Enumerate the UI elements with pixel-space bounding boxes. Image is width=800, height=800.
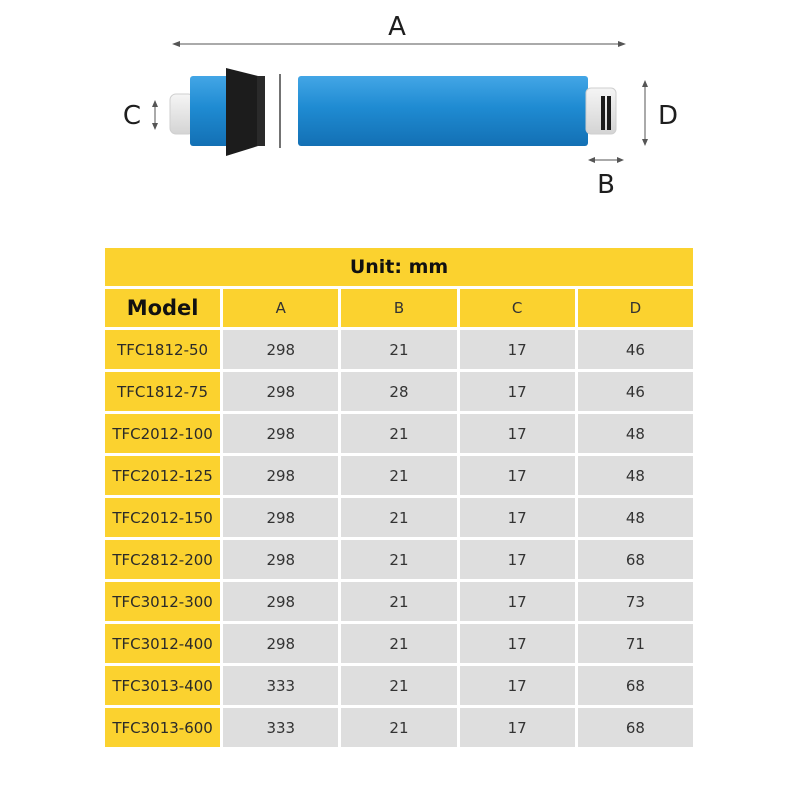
brine-seal [226, 68, 258, 156]
value-cell: 17 [460, 666, 575, 705]
table-row [105, 330, 693, 369]
value-cell: 68 [578, 540, 693, 579]
value-cell: 17 [460, 708, 575, 747]
value-cell: 46 [578, 330, 693, 369]
column-header-d: D [578, 289, 693, 327]
dimension-b-label: B [597, 170, 615, 200]
dimension-a-label: A [388, 12, 406, 42]
dimension-spec-table [102, 245, 696, 750]
value-cell: 71 [578, 624, 693, 663]
value-cell: 17 [460, 582, 575, 621]
table-row [105, 582, 693, 621]
membrane-main-body [298, 76, 588, 146]
table-row [105, 414, 693, 453]
value-cell: 298 [223, 498, 338, 537]
value-cell: 298 [223, 372, 338, 411]
value-cell: 298 [223, 330, 338, 369]
table-row [105, 624, 693, 663]
column-header-b: B [341, 289, 456, 327]
value-cell: 73 [578, 582, 693, 621]
value-cell: 298 [223, 414, 338, 453]
value-cell: 17 [460, 372, 575, 411]
model-cell: TFC2012-100 [105, 414, 220, 453]
dimension-d-label: D [657, 101, 679, 131]
value-cell: 21 [341, 414, 456, 453]
value-cell: 21 [341, 498, 456, 537]
value-cell: 48 [578, 456, 693, 495]
value-cell: 21 [341, 666, 456, 705]
table-title: Unit: mm [105, 248, 693, 286]
value-cell: 46 [578, 372, 693, 411]
dimension-d-arrow [642, 80, 648, 146]
model-cell: TFC2812-200 [105, 540, 220, 579]
value-cell: 333 [223, 666, 338, 705]
table-row [105, 372, 693, 411]
value-cell: 21 [341, 708, 456, 747]
column-header-c: C [460, 289, 575, 327]
model-cell: TFC3012-300 [105, 582, 220, 621]
value-cell: 298 [223, 456, 338, 495]
dimension-b-arrow [588, 157, 624, 163]
table-row [105, 708, 693, 747]
table-row [105, 666, 693, 705]
o-ring [601, 96, 605, 130]
value-cell: 21 [341, 624, 456, 663]
value-cell: 48 [578, 414, 693, 453]
model-cell: TFC2012-125 [105, 456, 220, 495]
table-row [105, 498, 693, 537]
value-cell: 17 [460, 330, 575, 369]
value-cell: 21 [341, 540, 456, 579]
model-cell: TFC3013-600 [105, 708, 220, 747]
model-cell: TFC3012-400 [105, 624, 220, 663]
value-cell: 298 [223, 582, 338, 621]
value-cell: 333 [223, 708, 338, 747]
value-cell: 48 [578, 498, 693, 537]
value-cell: 17 [460, 414, 575, 453]
value-cell: 68 [578, 708, 693, 747]
value-cell: 17 [460, 456, 575, 495]
membrane-left-section [190, 76, 230, 146]
value-cell: 17 [460, 540, 575, 579]
value-cell: 68 [578, 666, 693, 705]
model-cell: TFC2012-150 [105, 498, 220, 537]
table-header-row [105, 289, 693, 327]
value-cell: 28 [341, 372, 456, 411]
model-cell: TFC3013-400 [105, 666, 220, 705]
dimension-c-arrow [152, 100, 158, 130]
column-header-model: Model [105, 289, 220, 327]
value-cell: 21 [341, 330, 456, 369]
value-cell: 21 [341, 456, 456, 495]
o-ring [607, 96, 611, 130]
value-cell: 17 [460, 498, 575, 537]
value-cell: 298 [223, 540, 338, 579]
value-cell: 298 [223, 624, 338, 663]
model-cell: TFC1812-75 [105, 372, 220, 411]
membrane-dimension-diagram [0, 0, 800, 230]
value-cell: 17 [460, 624, 575, 663]
table-row [105, 540, 693, 579]
dimension-c-label: C [122, 101, 142, 131]
value-cell: 21 [341, 582, 456, 621]
model-cell: TFC1812-50 [105, 330, 220, 369]
table-row [105, 456, 693, 495]
column-header-a: A [223, 289, 338, 327]
